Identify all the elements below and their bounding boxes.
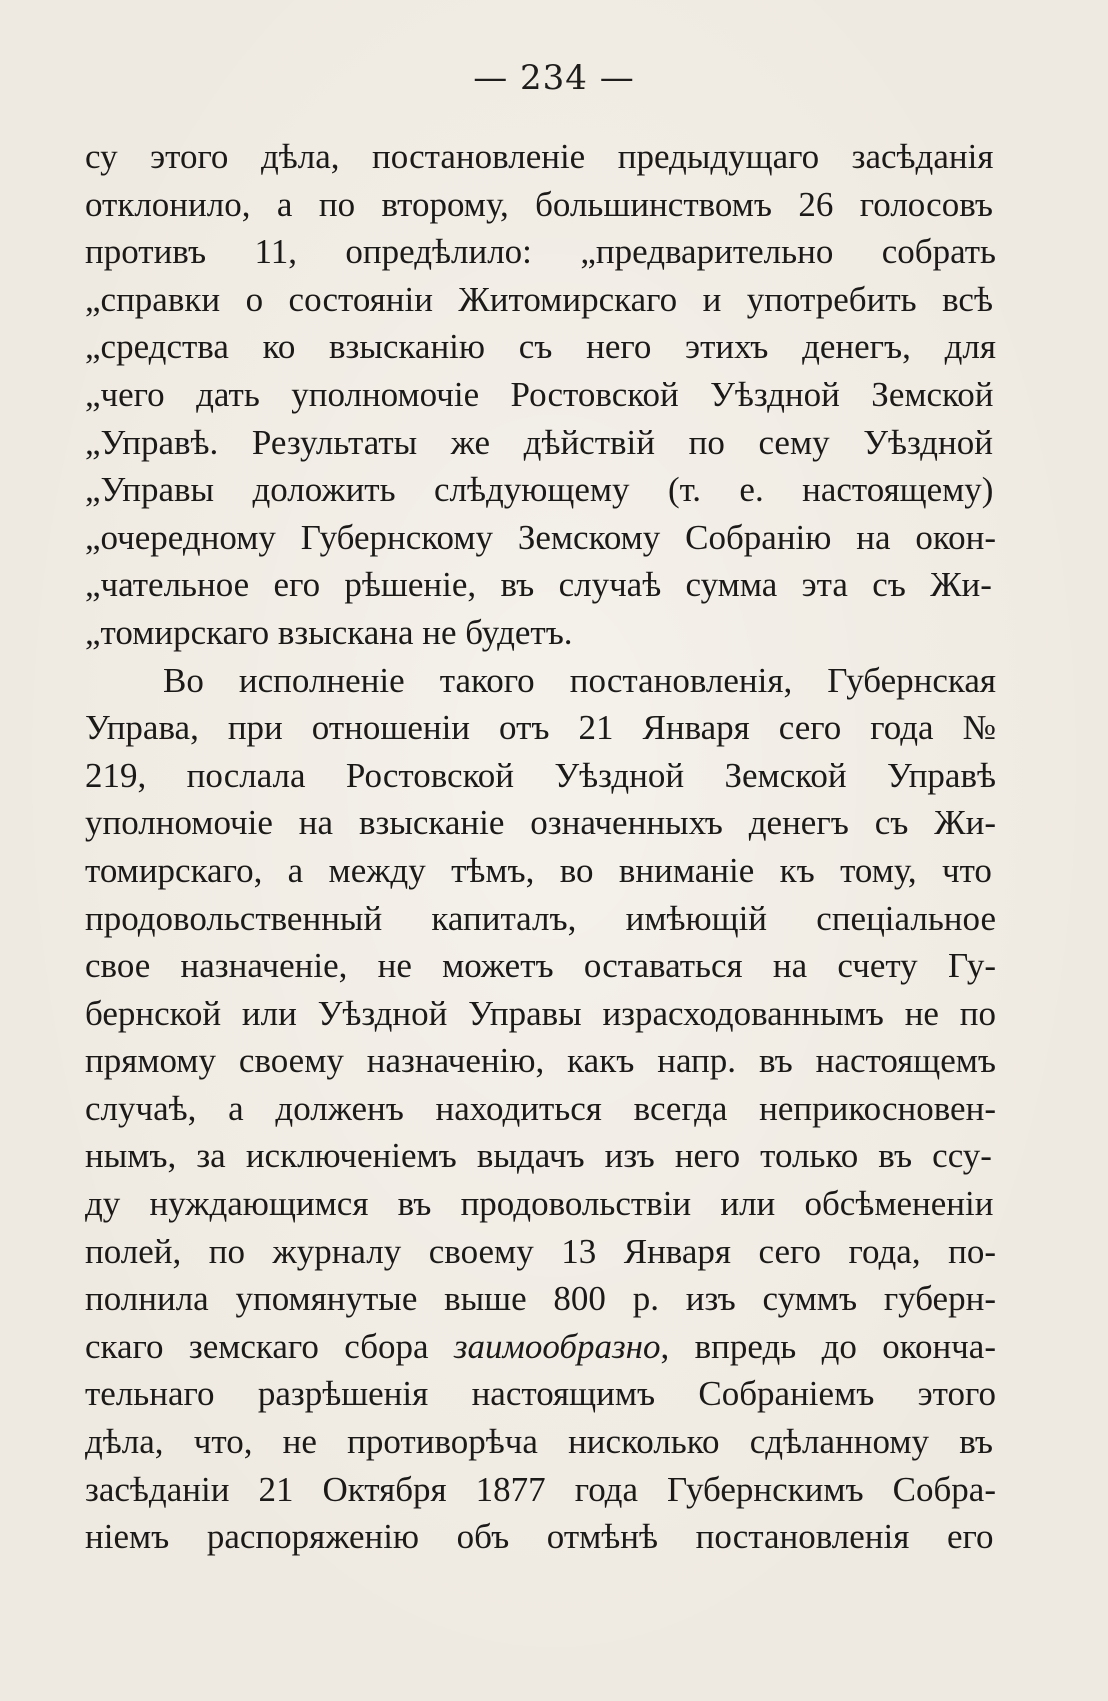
text-line-content: „Управы доложить слѣдующему (т. е. настоящему) (85, 470, 994, 510)
text-line (85, 561, 996, 609)
text-line-content: засѣданіи 21 Октября 1877 года Губернскимъ Собра- (85, 1469, 996, 1509)
text-line-content: „очередному Губернскому Земскому Собранію на окон- (85, 517, 996, 557)
text-line (85, 1085, 996, 1133)
text-line-content: дѣла, что, не противорѣча нисколько сдѣланному въ (85, 1422, 993, 1462)
text-line (85, 1513, 996, 1561)
text-line (85, 1037, 996, 1085)
text-line-content: „чательное его рѣшеніе, въ случаѣ сумма эта съ Жи- (85, 565, 992, 605)
text-line-content: противъ 11, опредѣлило: „предварительно собрать (85, 232, 996, 272)
text-line (85, 1323, 996, 1371)
text-line (85, 1370, 996, 1418)
text-line-content: свое назначеніе, не можетъ оставаться на счету Гу- (85, 946, 996, 986)
body-text (85, 133, 996, 1561)
text-line-content: „справки о состояніи Житомирскаго и употребить всѣ (85, 279, 993, 319)
text-line (85, 466, 996, 514)
text-line-content: полнила упомянутые выше 800 р. изъ суммъ губерн- (85, 1279, 996, 1319)
text-line (85, 609, 996, 657)
page-number: — 234 — (473, 58, 635, 98)
text-line-content: су этого дѣла, постановленіе предыдущаго засѣданія (85, 137, 994, 176)
text-line (85, 990, 996, 1038)
text-line (85, 133, 996, 181)
text-line (85, 704, 996, 752)
text-line (85, 847, 996, 895)
text-line-content: нымъ, за исключеніемъ выдачъ изъ него только въ ссу- (85, 1136, 992, 1176)
text-line-content: ду нуждающимся въ продовольствіи или обсѣмененіи (85, 1184, 994, 1224)
text-line (85, 752, 996, 800)
text-line (85, 1180, 996, 1228)
text-line-content: „чего дать уполномочіе Ростовской Уѣздной Земской (85, 374, 994, 414)
text-line (85, 228, 996, 276)
text-line-content: бернской или Уѣздной Управы израсходованнымъ не по (85, 993, 996, 1033)
text-line (85, 1275, 996, 1323)
text-line (85, 514, 996, 562)
text-line-content (85, 1327, 996, 1366)
text-line-content: тельнаго разрѣшенія настоящимъ Собраніемъ этого (85, 1374, 996, 1414)
text-line-content: уполномочіе на взысканіе означенныхъ денегъ съ Жи- (85, 803, 996, 843)
text-line-content: случаѣ, а долженъ находиться всегда неприкосновен- (85, 1088, 996, 1128)
text-line (85, 895, 996, 943)
text-line (85, 657, 996, 705)
text-line-content: Управа, при отношеніи отъ 21 Января сего года № (85, 708, 996, 748)
text-line-content: 219, послала Ростовской Уѣздной Земской Управѣ (85, 755, 996, 795)
text-line-content: „томирскаго взыскана не будетъ. (85, 612, 573, 652)
text-line (85, 1466, 996, 1514)
text-line (85, 1132, 996, 1180)
text-line (85, 942, 996, 990)
text-line-content: полей, по журналу своему 13 Января сего года, по- (85, 1231, 996, 1271)
text-line (85, 276, 996, 324)
text-line-content: отклонило, а по второму, большинствомъ 26 голосовъ (85, 184, 993, 224)
text-line-content: „Управѣ. Результаты же дѣйствій по сему Уѣздной (85, 422, 993, 462)
text-segment: , впредь до оконча- (660, 1326, 996, 1366)
text-line-content: ніемъ распоряженію объ отмѣнѣ постановленія его (85, 1517, 994, 1557)
text-segment: скаго земскаго сбора (85, 1326, 454, 1366)
text-line (85, 1418, 996, 1466)
text-line-content: „средства ко взысканію съ него этихъ денегъ, для (85, 327, 996, 367)
text-line (85, 323, 996, 371)
text-line (85, 419, 996, 467)
italic-emphasis: заимообразно (453, 1326, 661, 1366)
text-line-content: прямому своему назначенію, какъ напр. въ настоящемъ (85, 1041, 996, 1081)
text-line (85, 181, 996, 229)
text-line (85, 799, 996, 847)
text-line (85, 371, 996, 419)
text-line-content: томирскаго, а между тѣмъ, во вниманіе къ тому, что (85, 850, 992, 890)
text-line-content: Во исполненіе такого постановленія, Губернская (163, 660, 996, 700)
text-line (85, 1228, 996, 1276)
text-line-content: продовольственный капиталъ, имѣющій спеціальное (85, 898, 996, 938)
